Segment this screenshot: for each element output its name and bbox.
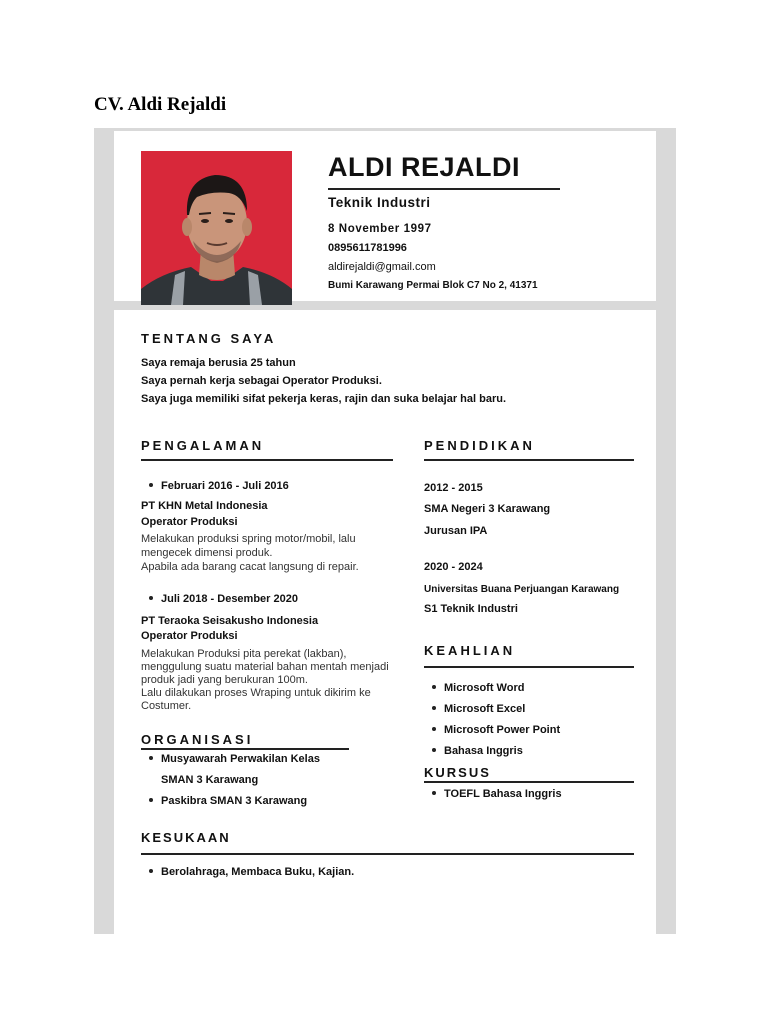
experience-period: Juli 2018 - Desember 2020 <box>149 593 298 605</box>
skill-item: Microsoft Word <box>432 682 524 694</box>
education-major: S1 Teknik Industri <box>424 603 518 615</box>
about-line: Saya juga memiliki sifat pekerja keras, rajin dan suka belajar hal baru. <box>141 393 507 405</box>
organization-item: Musyawarah Perwakilan Kelas <box>149 753 320 765</box>
education-school: SMA Negeri 3 Karawang <box>424 503 551 515</box>
education-school: Universitas Buana Perjuangan Karawang <box>424 584 620 595</box>
profile-photo <box>141 151 292 305</box>
skill-item: Microsoft Power Point <box>432 724 560 736</box>
education-divider <box>424 459 634 461</box>
organization-divider <box>141 748 349 750</box>
skill-item: Microsoft Excel <box>432 703 525 715</box>
about-line: Saya pernah kerja sebagai Operator Produksi. <box>141 375 382 387</box>
hobbies-title: KESUKAAN <box>141 830 231 845</box>
home-address: Bumi Karawang Permai Blok C7 No 2, 41371 <box>328 280 538 291</box>
education-title: PENDIDIKAN <box>424 438 535 453</box>
courses-title: KURSUS <box>424 765 491 780</box>
about-text <box>141 354 506 408</box>
skills-divider <box>424 666 634 668</box>
experience-position: Operator Produksi <box>141 516 238 528</box>
hobbies-divider <box>141 853 634 855</box>
experience-period: Februari 2016 - Juli 2016 <box>149 480 289 492</box>
cv-header <box>114 131 656 301</box>
cv-body <box>114 310 656 934</box>
email-address: aldirejaldi@gmail.com <box>328 261 436 273</box>
experience-position: Operator Produksi <box>141 630 238 642</box>
experience-company: PT KHN Metal Indonesia <box>141 500 268 512</box>
experience-divider <box>141 459 393 461</box>
experience-description: Melakukan produksi spring motor/mobil, lalu mengecek dimensi produk. Apabila ada barang cacat langsung di repair. <box>141 533 359 573</box>
hobby-item: Berolahraga, Membaca Buku, Kajian. <box>149 866 354 878</box>
phone-number: 0895611781996 <box>328 242 407 254</box>
about-line: Saya remaja berusia 25 tahun <box>141 357 296 369</box>
cv-page <box>94 128 676 934</box>
course-item: TOEFL Bahasa Inggris <box>432 788 562 800</box>
document-title: CV. Aldi Rejaldi <box>94 94 227 115</box>
experience-company: PT Teraoka Seisakusho Indonesia <box>141 615 319 627</box>
date-of-birth: 8 November 1997 <box>328 223 432 235</box>
experience-title: PENGALAMAN <box>141 438 265 453</box>
education-major: Jurusan IPA <box>424 525 488 537</box>
name-divider <box>328 188 560 190</box>
skill-item: Bahasa Inggris <box>432 745 523 757</box>
organization-item-continued: SMAN 3 Karawang <box>161 774 259 786</box>
experience-description: Melakukan Produksi pita perekat (lakban), menggulung suatu material bahan mentah menjadi produk jadi yang berukuran 100m. Lalu dilakukan proses Wraping untuk dikirim ke Costumer. <box>141 648 389 712</box>
education-period: 2012 - 2015 <box>424 482 483 494</box>
candidate-name: ALDI REJALDI <box>328 152 521 182</box>
candidate-role: Teknik Industri <box>328 195 431 210</box>
organization-item: Paskibra SMAN 3 Karawang <box>149 795 307 807</box>
skills-title: KEAHLIAN <box>424 643 516 658</box>
about-title: TENTANG SAYA <box>141 331 277 346</box>
education-period: 2020 - 2024 <box>424 561 483 573</box>
courses-divider <box>424 781 634 783</box>
organization-title: ORGANISASI <box>141 732 254 747</box>
